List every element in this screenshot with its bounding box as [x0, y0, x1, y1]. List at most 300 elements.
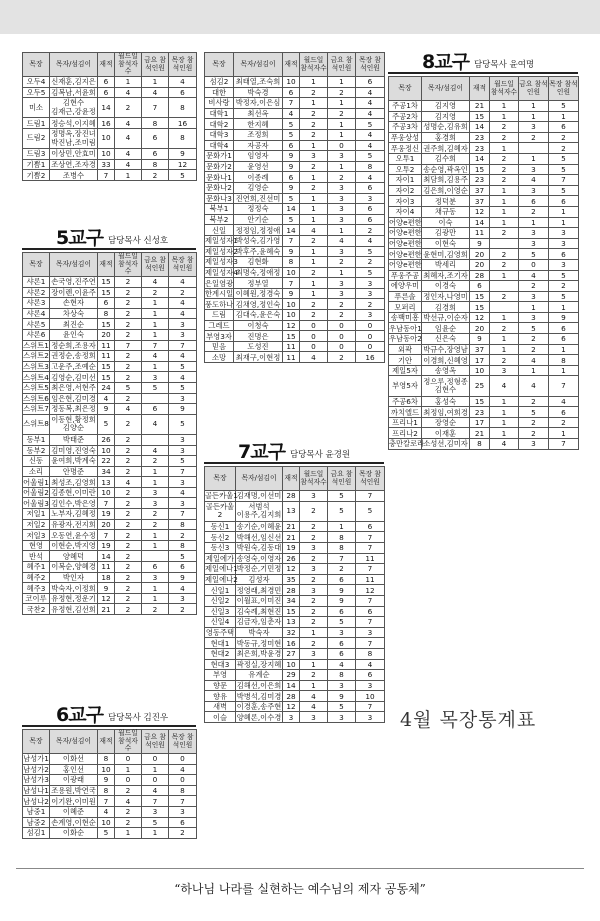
table-cell: 15: [98, 319, 115, 330]
table-cell: 29: [283, 670, 300, 681]
table-row: [23, 329, 197, 340]
table-cell: 1: [300, 77, 328, 88]
table-cell: 1: [490, 185, 519, 196]
table-cell: 4: [490, 439, 519, 450]
table-cell: 이숙: [422, 217, 470, 228]
table-cell: 10: [98, 128, 115, 148]
column-header: 금요 참석인원: [519, 77, 549, 101]
table-cell: 1: [300, 98, 328, 109]
table-cell: 9: [169, 572, 197, 583]
table-row: [389, 122, 579, 133]
table-cell: 1: [300, 214, 328, 225]
table-cell: 2: [519, 206, 549, 217]
table-cell: 남성나2: [23, 796, 49, 806]
table-cell: 5: [549, 185, 579, 196]
table-cell: 7: [98, 796, 115, 807]
table-cell: 27: [283, 648, 300, 659]
table-cell: 1: [115, 77, 142, 88]
table-cell: 2: [328, 352, 356, 363]
table-cell: 안기순: [234, 214, 283, 225]
table-cell: 7: [328, 553, 356, 564]
table-cell: 송순영,곽옥인: [423, 164, 468, 174]
table-row: [23, 319, 197, 330]
table-cell: 노부자,김혜정: [51, 509, 96, 519]
table-cell: 2: [519, 281, 549, 292]
table-cell: 7: [142, 98, 169, 118]
table-cell: 양혜론,이수경: [236, 712, 282, 722]
table-cell: 1: [115, 828, 142, 839]
table-cell: 1: [142, 308, 169, 319]
table-cell: 1: [328, 129, 356, 140]
table-cell: 3: [356, 278, 385, 289]
table-row: [23, 351, 197, 362]
table-cell: 15: [98, 361, 115, 372]
table-cell: 차상숙: [50, 308, 98, 319]
table-row: [23, 477, 197, 488]
table-row: [23, 487, 197, 498]
table-cell: 11: [283, 352, 300, 363]
section-8-title: 8교구: [422, 51, 469, 73]
table-row: [23, 775, 197, 786]
table-cell: 8: [169, 128, 197, 148]
table-cell: 10: [98, 764, 115, 775]
table-cell: 4: [169, 298, 197, 309]
table-cell: 7: [142, 796, 169, 807]
table-cell: 5: [142, 817, 169, 828]
table-cell: 3: [169, 806, 197, 817]
table-cell: 3: [169, 498, 197, 509]
table-cell: 정정임,정정애: [234, 225, 283, 236]
table-cell: 6: [283, 172, 300, 183]
table-cell: 1: [490, 111, 519, 122]
table-row: [205, 532, 385, 543]
table-cell: 2: [356, 225, 385, 236]
column-header: 목장 참석인원: [169, 730, 197, 754]
table-cell: 스위트7: [23, 404, 49, 414]
table-cell: 부영: [205, 670, 236, 681]
table-cell: 오동연,윤수정: [51, 530, 96, 540]
table-row: [205, 595, 385, 606]
table-cell: 37: [470, 185, 490, 196]
table-cell: 유계순: [236, 670, 283, 681]
s6b-table: [204, 52, 385, 363]
table-cell: 6: [519, 196, 549, 207]
table-row: [389, 365, 579, 376]
table-cell: 유정현,김선희: [51, 604, 96, 614]
table-row: [23, 159, 197, 170]
table-cell: 1: [142, 298, 169, 309]
table-cell: 0: [115, 754, 142, 765]
table-cell: 장영순: [422, 417, 470, 428]
table-cell: 홍인선: [50, 764, 98, 775]
table-cell: 성명순,김유희: [423, 122, 468, 132]
table-cell: 14: [98, 551, 115, 562]
table-cell: 양혜덕: [50, 551, 98, 562]
table-cell: 최담희,김용주: [423, 175, 468, 185]
table-cell: 5: [356, 119, 385, 130]
table-cell: 6: [169, 817, 197, 828]
table-cell: 23: [470, 175, 490, 186]
table-cell: 제일성자2: [205, 246, 238, 256]
table-cell: 7: [356, 617, 385, 628]
table-row: [23, 806, 197, 817]
table-row: [205, 627, 385, 638]
table-cell: 3: [300, 585, 328, 596]
table-cell: 제일성자3: [205, 257, 238, 267]
table-cell: 어울림3: [23, 498, 49, 508]
table-cell: 대한: [205, 87, 234, 98]
section-8-header: [388, 52, 578, 74]
table-cell: 2: [300, 235, 328, 246]
table-cell: 1: [142, 764, 169, 775]
table-cell: 혜주1: [23, 562, 50, 573]
table-cell: 1: [490, 334, 519, 345]
table-cell: 3: [328, 182, 356, 193]
table-cell: 1: [490, 217, 519, 228]
table-cell: 5: [549, 153, 579, 164]
table-row: [205, 214, 385, 225]
table-cell: 9: [283, 182, 300, 193]
table-row: [23, 828, 197, 839]
table-row: [205, 648, 385, 659]
table-cell: 윤여희,박계숙: [51, 456, 96, 466]
table-cell: 7: [549, 376, 579, 396]
table-cell: 비사랑: [205, 98, 234, 109]
table-cell: 샤론6: [23, 329, 50, 340]
table-row: [23, 87, 197, 98]
table-cell: 2: [115, 583, 142, 594]
table-cell: 3: [328, 680, 356, 691]
table-row: [389, 111, 579, 122]
table-cell: 6: [356, 182, 385, 193]
table-cell: 2: [356, 257, 385, 268]
table-cell: 10: [98, 445, 115, 456]
table-cell: 4: [519, 175, 549, 186]
table-cell: 1: [519, 101, 549, 112]
table-cell: 5: [356, 501, 385, 521]
table-cell: 2: [549, 143, 579, 154]
table-cell: 혜주3: [23, 583, 50, 594]
table-cell: 0: [328, 331, 356, 342]
section-7-pastor: 담당목사 윤경원: [289, 450, 351, 460]
table-cell: 2: [549, 417, 579, 428]
table-cell: 0: [300, 331, 328, 342]
table-cell: 5: [98, 414, 115, 434]
table-cell: 5: [142, 382, 169, 393]
table-cell: 3: [142, 572, 169, 583]
table-cell: 박숙자,이정희: [51, 583, 96, 593]
table-cell: 김대숙,윤은숙: [234, 310, 283, 321]
table-cell: 샤론5: [23, 319, 50, 330]
table-cell: 9: [328, 595, 356, 606]
table-cell: 1: [328, 77, 356, 88]
table-row: [23, 170, 197, 181]
table-cell: 1: [115, 764, 142, 775]
table-cell: 6: [549, 249, 579, 260]
table-cell: 3: [169, 319, 197, 330]
table-cell: 20: [98, 519, 115, 530]
table-row: [23, 149, 197, 160]
table-cell: 제일에나2: [205, 575, 238, 585]
table-cell: 남성가3: [23, 775, 49, 785]
table-cell: [142, 551, 169, 562]
table-cell: 자공자: [234, 140, 283, 151]
table-cell: 자이2: [389, 185, 422, 196]
table-row: [23, 562, 197, 573]
table-cell: 안명준: [50, 466, 98, 477]
table-cell: 4: [356, 129, 385, 140]
table-cell: 2: [300, 574, 328, 585]
table-cell: 4: [169, 77, 197, 88]
table-cell: 4: [115, 118, 142, 129]
table-cell: 3: [328, 288, 356, 299]
table-row: [23, 785, 197, 796]
table-cell: 2: [490, 122, 519, 133]
table-cell: 이복순,양혜경: [51, 562, 96, 572]
table-cell: 신일1: [205, 585, 236, 596]
table-cell: 자이1: [389, 175, 422, 186]
table-cell: 35: [283, 574, 300, 585]
table-row: [23, 456, 197, 467]
table-row: [23, 445, 197, 456]
table-cell: 3: [142, 498, 169, 509]
table-cell: 2: [519, 396, 549, 407]
table-cell: 현대2: [205, 648, 236, 659]
table-cell: 0: [169, 754, 197, 765]
table-row: [23, 277, 197, 288]
table-cell: 1: [549, 428, 579, 439]
table-cell: 푸웅주공: [389, 270, 422, 281]
table-cell: 임윤순: [422, 323, 470, 334]
table-cell: 4: [300, 691, 328, 702]
table-cell: 5: [283, 119, 300, 130]
table-cell: 2: [115, 434, 142, 445]
table-cell: 3: [549, 238, 579, 249]
table-cell: 11: [356, 574, 385, 585]
table-cell: 1: [490, 407, 519, 418]
table-cell: 7: [356, 564, 385, 575]
table-cell: 5: [169, 170, 197, 181]
table-cell: 1: [300, 193, 328, 204]
table-cell: 3: [328, 204, 356, 215]
table-row: [389, 259, 579, 270]
table-cell: 18: [98, 572, 115, 583]
table-cell: 6: [470, 281, 490, 292]
table-cell: 37: [470, 344, 490, 355]
table-cell: 2: [328, 87, 356, 98]
table-cell: 박규수,장영남: [423, 344, 468, 354]
table-cell: 이경희,신혜영: [423, 355, 468, 365]
table-cell: 부영5자: [389, 376, 422, 396]
table-cell: [142, 393, 169, 404]
table-row: [205, 341, 385, 352]
table-cell: 3: [519, 122, 549, 133]
table-cell: 4: [98, 393, 115, 404]
table-cell: 17: [470, 417, 490, 428]
column-header: 목장 참석인원: [169, 53, 197, 77]
table-cell: 2: [115, 540, 142, 551]
table-cell: 2: [490, 153, 519, 164]
table-cell: 1: [300, 680, 328, 691]
column-header: 월드일 참석자수: [115, 253, 142, 277]
table-cell: 주공1차: [389, 101, 422, 112]
table-cell: 1: [549, 302, 579, 313]
table-cell: 어양e편한: [389, 249, 422, 259]
table-cell: 북부1: [205, 204, 234, 215]
table-cell: 김영순: [234, 182, 283, 193]
table-cell: 저일1: [23, 509, 50, 520]
table-cell: 미소: [23, 98, 50, 118]
table-cell: 8: [356, 161, 385, 172]
column-header: 재적: [470, 77, 490, 101]
column-header: 금요 참석인원: [328, 53, 356, 77]
table-cell: 4: [142, 414, 169, 434]
table-row: [205, 193, 385, 204]
table-row: [23, 540, 197, 551]
table-cell: 15: [470, 164, 490, 175]
table-cell: 10: [283, 310, 300, 321]
column-header: 목장: [389, 77, 422, 101]
table-cell: 2: [519, 132, 549, 143]
table-cell: 3: [356, 193, 385, 204]
table-cell: 25: [470, 376, 490, 396]
table-cell: 3: [519, 164, 549, 175]
table-cell: 문화가1: [206, 151, 232, 161]
table-cell: 9: [98, 404, 115, 415]
table-cell: 1: [490, 396, 519, 407]
table-cell: 0: [142, 775, 169, 786]
table-cell: 문화나1: [206, 172, 232, 182]
table-cell: 3: [300, 712, 328, 723]
table-row: [23, 298, 197, 309]
table-row: [23, 764, 197, 775]
table-cell: 2: [115, 98, 142, 118]
table-cell: 2: [115, 361, 142, 372]
table-cell: 2: [519, 334, 549, 345]
table-cell: 1: [300, 204, 328, 215]
table-cell: 4: [115, 159, 142, 170]
table-cell: 이기완,이미원: [51, 796, 96, 806]
table-row: [205, 257, 385, 268]
table-cell: 현대3: [205, 659, 236, 670]
table-cell: 6: [549, 323, 579, 334]
table-cell: 0: [142, 754, 169, 765]
table-cell: 기쁨1: [23, 159, 50, 170]
table-cell: 1: [142, 530, 169, 541]
table-row: [389, 302, 579, 313]
table-cell: 정승석,이지혜: [51, 118, 96, 128]
table-cell: 6: [328, 638, 356, 649]
table-cell: 1: [300, 627, 328, 638]
table-row: [23, 118, 197, 129]
table-cell: 20: [470, 249, 490, 260]
table-cell: 섬김2: [205, 77, 234, 88]
table-row: [205, 501, 385, 521]
column-header: 금요 참석인원: [328, 467, 356, 491]
table-cell: 9: [549, 312, 579, 323]
table-cell: 19: [98, 540, 115, 551]
table-cell: 0: [115, 775, 142, 786]
table-cell: 샤론4: [23, 308, 50, 319]
table-cell: 1: [300, 288, 328, 299]
table-cell: 22: [98, 456, 115, 467]
column-header: 재적: [98, 53, 115, 77]
table-cell: 윤현미,김영희: [423, 249, 468, 259]
column-header: 재적: [283, 467, 300, 491]
table-cell: 스위트2: [23, 351, 49, 361]
table-cell: 5: [169, 414, 197, 434]
table-cell: 3: [283, 712, 300, 723]
table-cell: 조용원,박연국: [51, 786, 96, 796]
table-cell: 5: [283, 129, 300, 140]
table-cell: 0: [300, 341, 328, 352]
table-cell: 박병석,김미경: [236, 691, 282, 701]
table-cell: 박정자,이은심: [234, 98, 283, 109]
table-row: [205, 151, 385, 162]
table-cell: 1: [300, 140, 328, 151]
table-cell: 주공3차: [389, 122, 422, 133]
table-row: [23, 754, 197, 765]
table-cell: 박동규,정미현: [236, 638, 282, 648]
table-cell: 2: [300, 617, 328, 628]
table-cell: 스위트6: [23, 393, 49, 403]
table-cell: 21: [98, 604, 115, 615]
table-cell: 14: [283, 225, 300, 236]
table-cell: 문화나2: [206, 183, 232, 193]
table-cell: 스위트8: [23, 414, 50, 434]
table-cell: 14: [470, 122, 490, 133]
table-cell: 정동복,최은정: [51, 404, 96, 414]
table-cell: 에양우미: [389, 281, 422, 292]
table-cell: 대학1: [205, 108, 234, 119]
table-cell: 2: [115, 329, 142, 340]
table-cell: 대학2: [205, 119, 234, 130]
table-row: [23, 340, 197, 351]
table-cell: 2: [115, 785, 142, 796]
table-row: [205, 320, 385, 331]
table-cell: 이슬: [205, 712, 236, 723]
table-cell: 6: [356, 77, 385, 88]
table-cell: 박성숙,김가영: [234, 235, 283, 246]
table-cell: 1: [519, 111, 549, 122]
table-cell: 15: [470, 396, 490, 407]
table-cell: 1: [300, 278, 328, 289]
table-row: [389, 376, 579, 396]
table-cell: 자이4: [389, 206, 422, 217]
table-cell: 홍성숙: [422, 396, 470, 407]
table-cell: 저일3: [23, 530, 50, 541]
table-cell: 11: [98, 340, 115, 351]
table-cell: 3: [328, 193, 356, 204]
table-cell: 28: [283, 691, 300, 702]
table-cell: 2: [142, 287, 169, 298]
table-cell: 소리: [23, 466, 50, 477]
table-cell: 2: [169, 530, 197, 541]
table-cell: 2: [115, 351, 142, 362]
table-cell: 기안: [389, 355, 422, 366]
table-cell: 최명숙,정애정: [234, 267, 283, 278]
table-cell: 5: [549, 291, 579, 302]
table-cell: 9: [283, 151, 300, 162]
table-row: [389, 101, 579, 112]
table-cell: 7: [98, 498, 115, 509]
table-cell: 5: [519, 249, 549, 260]
table-cell: 21: [470, 101, 490, 112]
table-cell: 박해선,임신선: [236, 532, 282, 542]
table-cell: 3: [169, 477, 197, 488]
table-cell: 외곽: [389, 344, 422, 355]
table-cell: 5: [169, 382, 197, 393]
